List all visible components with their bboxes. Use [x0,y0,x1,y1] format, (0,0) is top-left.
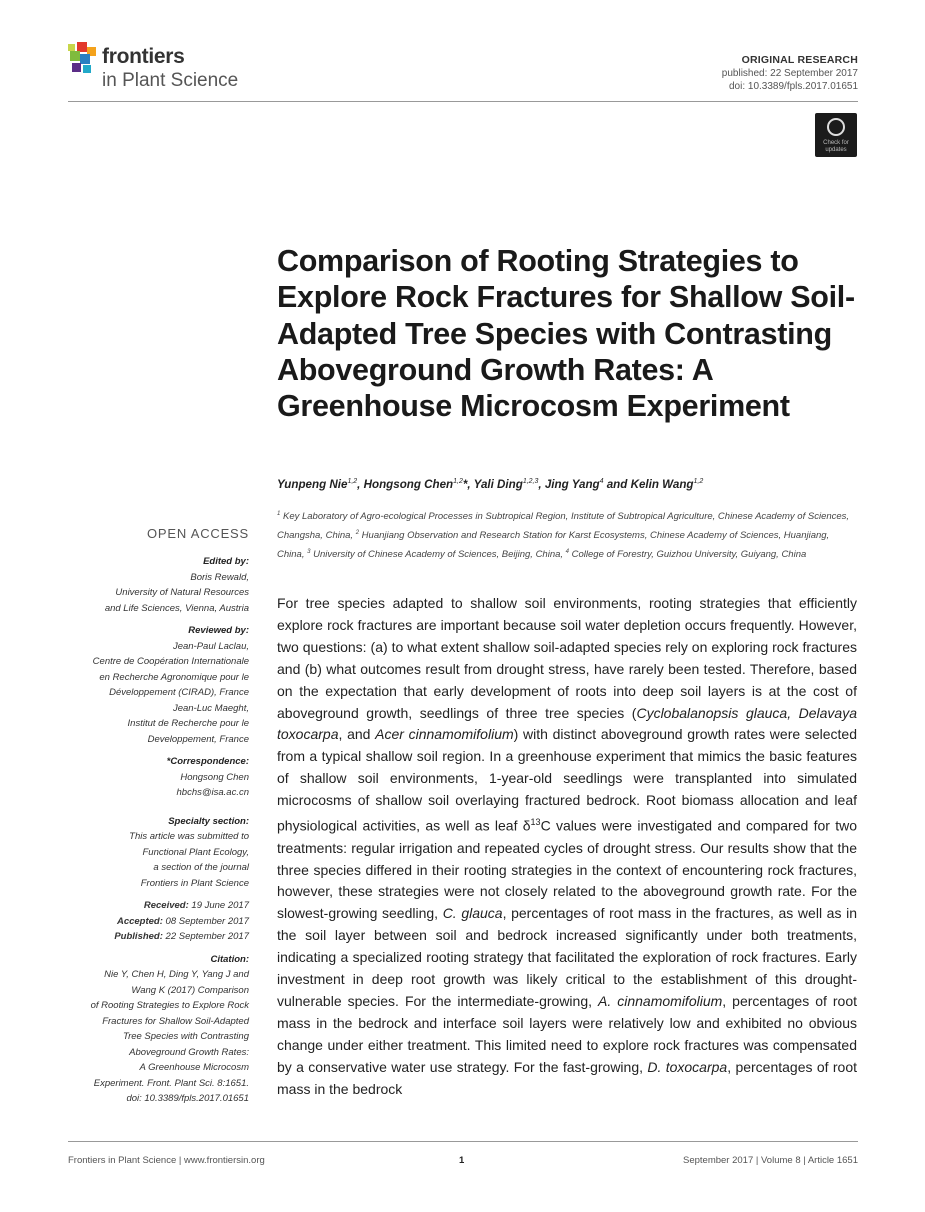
published-date: published: 22 September 2017 [721,68,858,79]
sidebar-line: University of Natural Resources [115,587,249,598]
abstract-text: , percentages of root mass in the bedrock and interface soil layers were relatively low and exhibited no obvious change under either treatment. This limited need to explore rock fractures was compensated by a conservative water use strategy. For the fast-growing, [277,992,858,1075]
sidebar-line: Tree Species with Contrasting [122,1031,249,1042]
reviewed-by-label: Reviewed by: [188,625,249,636]
sidebar-line: Institut de Recherche pour le [127,718,249,729]
sidebar-line: Experiment. Front. Plant Sci. 8:1651. [93,1077,249,1089]
author-affil-sup: 1,2,3 [522,478,539,486]
sidebar-line: a section of the journal [153,862,249,873]
open-access-label: OPEN ACCESS [147,526,249,541]
edited-by [54,570,249,617]
correspondence [54,770,249,801]
affil-sup: 2 [355,530,360,537]
header-divider [68,101,858,102]
abstract-text: , percentages of root mass in the bedrock [277,1058,857,1097]
badge-text: Check for updates [823,140,849,153]
sidebar-line: of Rooting Strategies to Explore Rock [90,1000,249,1011]
author-name[interactable]: Hongsong Chen [363,478,454,491]
species-name: Acer cinnamomifolium [375,726,514,743]
abstract-text: For tree species adapted to shallow soil environments, rooting strategies that efficiently explore rock fractures are important because soil water depletion occurs frequently. However, two questions: (a) to what extent shallow soil-adapted species rely on exploring rock fractures and (b) what outcomes result from drought stress, have rarely been tested. Therefore, based on the expectation that early development of roots into deep soil layers is at the cost of aboveground growth, seedlings of three tree species ( [277,595,857,721]
abstract [277,593,857,1101]
journal-header [68,40,858,102]
article-title: Comparison of Rooting Strategies to Explore Rock Fractures for Shallow Soil-Adapted Tree Species with Contrasting Aboveground Growth Rates: A Greenhouse Microcosm Experiment [277,244,855,424]
author-affil-sup: 1,2 [347,478,358,486]
article-sidebar [54,526,249,1107]
sidebar-line: Developpement, France [147,733,249,745]
specialty-label: Specialty section: [168,815,249,827]
abstract-text: C values were investigated and compared for two treatments: regular irrigation and repeated cycles of drought stress. Our results show that the three species differed in their rooting strategies in the context of encountering rock fractures, however, these strategies were not closely related to the aboveground growth rate. For the slowest-growing seedling, [277,817,857,922]
affil-text: Key Laboratory of Agro-ecological Processes in Subtropical Region, Institute of Subtropical Agriculture, Chinese Academy of Sciences, Changsha, China, [277,511,850,542]
page-number: 1 [459,1155,465,1166]
sidebar-line: Hongsong Chen [180,771,249,783]
sidebar-line: hbchs@isa.ac.cn [176,787,249,798]
correspondence-label: *Correspondence: [166,756,249,767]
affil-text: University of Chinese Academy of Sciences, Beijing, China, [310,549,566,561]
sidebar-line: doi: 10.3389/fpls.2017.01651 [126,1093,249,1104]
author-name[interactable]: Kelin Wang [630,478,694,491]
published-date-sidebar: Published: 22 September 2017 [114,931,249,942]
author-name[interactable]: Yunpeng Nie [277,478,348,491]
received-date: Received: 19 June 2017 [143,900,249,911]
species-name: C. glauca [442,905,503,922]
author-affil-sup: 1,2 [453,478,463,486]
author-affil-sup: 4 [599,478,604,486]
footer-issue: September 2017 | Volume 8 | Article 1651 [683,1155,858,1166]
article-meta [722,54,858,93]
sidebar-line: Développement (CIRAD), France [109,687,249,698]
species-name: D. toxocarpa [647,1058,728,1075]
footer-divider [68,1141,858,1142]
abstract-text: ) with distinct aboveground growth rates were selected from a typical shallow soil region. In a greenhouse experiment that mimics the basic features of shallow soil environments, 1-year-old seedlings were transplanted into simulated microcosms of shallow soil overlaying fractured bedrock. Root biomass allocation and leaf physiological activities, as well as leaf δ [277,726,857,834]
corresponding-mark: * [462,478,468,491]
check-for-updates-badge[interactable] [815,113,857,157]
reviewed-by [54,639,249,748]
sidebar-line: en Recherche Agronomique pour le [99,671,249,683]
author-affil-sup: 1,2 [693,478,704,486]
affil-sup: 1 [277,511,281,517]
sidebar-line: Boris Rewald, [190,571,249,583]
affiliations [277,506,857,563]
specialty-section [54,829,249,891]
sidebar-line: Functional Plant Ecology, [142,846,249,858]
affil-text: College of Forestry, Guizhou University, Guiyang, China [569,549,807,561]
affil-text: Huanjiang Observation and Research Station for Karst Ecosystems, Chinese Academy of Sciences, Huanjiang, China, [277,530,830,561]
citation [54,967,249,1107]
article-doi[interactable]: doi: 10.3389/fpls.2017.01651 [729,81,858,92]
species-name: Cyclobalanopsis glauca, Delavaya toxocarpa [277,704,857,743]
edited-by-label: Edited by: [203,556,249,567]
frontiers-logo-icon [68,42,98,76]
abstract-text: , and [338,726,376,743]
sidebar-line: Jean-Paul Laclau, [172,640,249,652]
author-name[interactable]: Yali Ding [473,478,523,491]
sidebar-line: A Greenhouse Microcosm [139,1062,249,1073]
journal-name: frontiers [102,45,185,68]
affil-sup: 3 [307,549,311,556]
sidebar-line: Frontiers in Plant Science [140,877,249,889]
sidebar-line: Jean-Luc Maeght, [172,702,249,714]
journal-subtitle: in Plant Science [102,70,239,91]
author-list: Yunpeng Nie$^{1,2}$, Hongsong Chen$^{1,2}$*, Yali Ding$^{1,2,3}$, Jing Yang$^4$ and Kelin Wang$^{1,2}$ [277,478,704,491]
abstract-text: 13 [530,817,541,828]
sidebar-line: and Life Sciences, Vienna, Austria [104,602,249,614]
species-name: A. cinnamomifolium [598,992,723,1009]
citation-label: Citation: [210,953,249,965]
sidebar-line: Fractures for Shallow Soil-Adapted [102,1015,249,1027]
author-name[interactable]: Jing Yang [544,478,600,491]
sidebar-line: Aboveground Growth Rates: [129,1046,249,1058]
article-type: ORIGINAL RESEARCH [741,54,858,66]
accepted-date: Accepted: 08 September 2017 [116,915,249,927]
sidebar-line: This article was submitted to [129,831,249,842]
sidebar-line: Centre de Coopération Internationale [92,656,249,667]
abstract-text: , percentages of root mass in the fractures, as well as in the soil layer between soil and bedrock increased significantly under both treatments, indicating a specialized rooting strategy that facilitated the exploration of rock fractures. Early investment in deep root growth was likely critical to the establishment of this drought-vulnerable species. For the intermediate-growing, [277,905,857,1009]
sidebar-line: Wang K (2017) Comparison [131,984,249,996]
affil-sup: 4 [565,549,570,556]
sidebar-line: Nie Y, Chen H, Ding Y, Yang J and [104,969,249,980]
check-updates-icon [827,118,845,136]
footer-journal[interactable]: Frontiers in Plant Science | www.frontiersin.org [68,1155,265,1166]
